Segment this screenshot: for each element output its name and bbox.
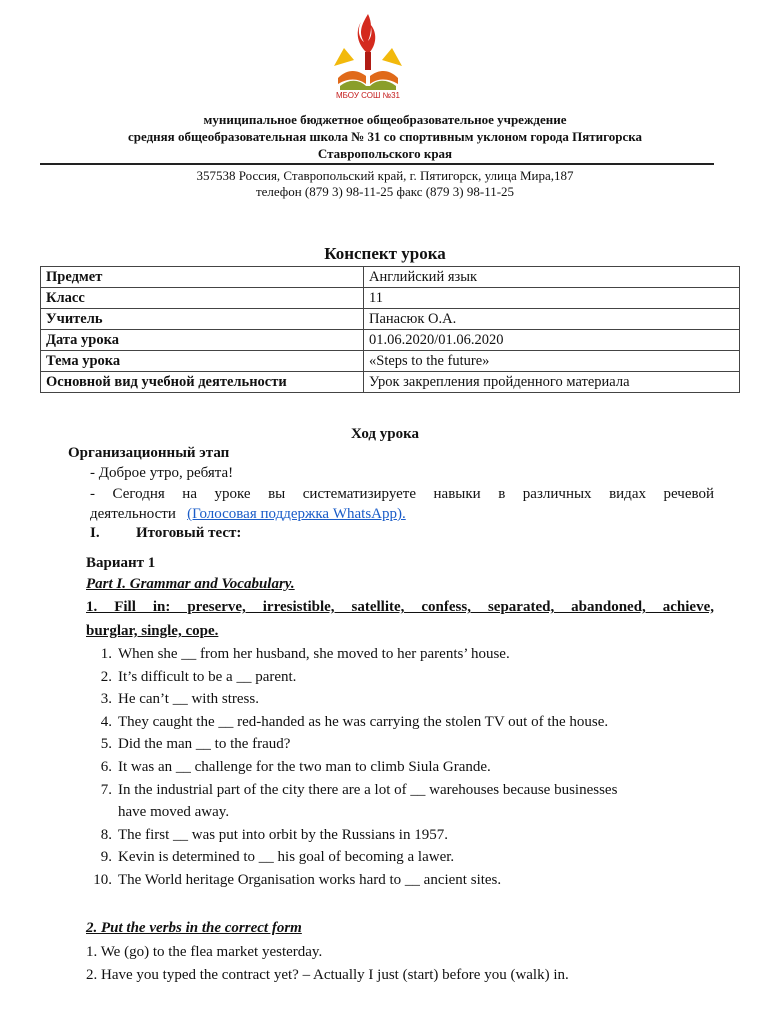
list-item: 10. The World heritage Organisation works hard to __ ancient sites. [93,871,502,888]
info-value: «Steps to the future» [364,351,740,372]
list-item: 4. They caught the __ red-handed as he was carrying the stolen TV out of the house. [100,713,609,730]
whatsapp-link[interactable]: (Голосовая поддержка WhatsApp). [187,506,406,522]
info-key: Основной вид учебной деятельности [41,372,364,393]
stage-heading: Организационный этап [68,445,230,461]
list-item: 9. Kevin is determined to __ his goal of becoming a lawer. [100,849,455,866]
table-row [41,309,740,330]
list-item: 8. The first __ was put into orbit by the Russians in 1957. [100,826,448,843]
list-item: 3. He can’t __ with stress. [100,691,259,708]
document-title: Конспект урока [324,244,446,263]
info-key: Учитель [41,309,364,330]
info-value: 11 [364,288,740,309]
intro-text-continued [90,504,406,524]
task2-item: 2. Have you typed the contract yet? – Actually I just (start) before you (walk) in. [86,967,569,983]
list-item: 7. In the industrial part of the city there are a lot of __ warehouses because businesses [100,781,618,798]
task2-item: 1. We (go) to the flea market yesterday. [86,944,323,960]
variant-label: Вариант 1 [86,555,156,571]
org-line-3: Ставропольского края [317,146,453,161]
greeting-text: - Доброе утро, ребята! [90,465,234,481]
info-value: Панасюк О.А. [364,309,740,330]
table-row [41,330,740,351]
task1-questions [78,643,718,892]
list-item: 5. Did the man __ to the fraud? [100,736,291,753]
table-row [41,372,740,393]
org-line-2: средняя общеобразовательная школа № 31 со спортивным уклоном города Пятигорска [127,129,643,144]
list-item: 6. It was an __ challenge for the two man to climb Siula Grande. [100,758,491,775]
table-row [41,267,740,288]
info-key: Тема урока [41,351,364,372]
info-value: Английский язык [364,267,740,288]
list-item: have moved away. [118,804,230,821]
list-item: 1. When she __ from her husband, she moved to her parents’ house. [100,646,510,662]
table-row [41,288,740,309]
school-address: 357538 Россия, Ставропольский край, г. Пятигорск, улица Мира,187 [196,168,574,183]
section-title: Итоговый тест: [136,525,242,541]
logo-text: МБОУ СОШ №31 [335,91,401,100]
school-phone: телефон (879 3) 98-11-25 факс (879 3) 98-11-25 [255,184,515,199]
task1-words: burglar, single, cope. [86,623,219,639]
school-logo [328,8,408,100]
header-rule [40,163,714,165]
list-item: 2. It’s difficult to be a __ parent. [100,668,297,685]
part-heading: Part I. Grammar and Vocabulary. [86,576,295,592]
task2-heading: 2. Put the verbs in the correct form [86,920,302,936]
lesson-heading: Ход урока [350,426,420,442]
lesson-info-table [40,266,740,393]
intro-text-end: деятельности [90,506,176,522]
table-row [41,351,740,372]
intro-text: - Сегодня на уроке вы систематизируете навыки в различных видах речевой [90,486,714,502]
info-value: Урок закрепления пройденного материала [364,372,740,393]
info-key: Предмет [41,267,364,288]
info-key: Дата урока [41,330,364,351]
org-line-1: муниципальное бюджетное общеобразовательное учреждение [203,112,567,127]
task1-instruction: 1. Fill in: preserve, irresistible, satellite, confess, separated, abandoned, achieve, [86,599,714,615]
section-number: I. [90,525,100,541]
info-value: 01.06.2020/01.06.2020 [364,330,740,351]
info-key: Класс [41,288,364,309]
